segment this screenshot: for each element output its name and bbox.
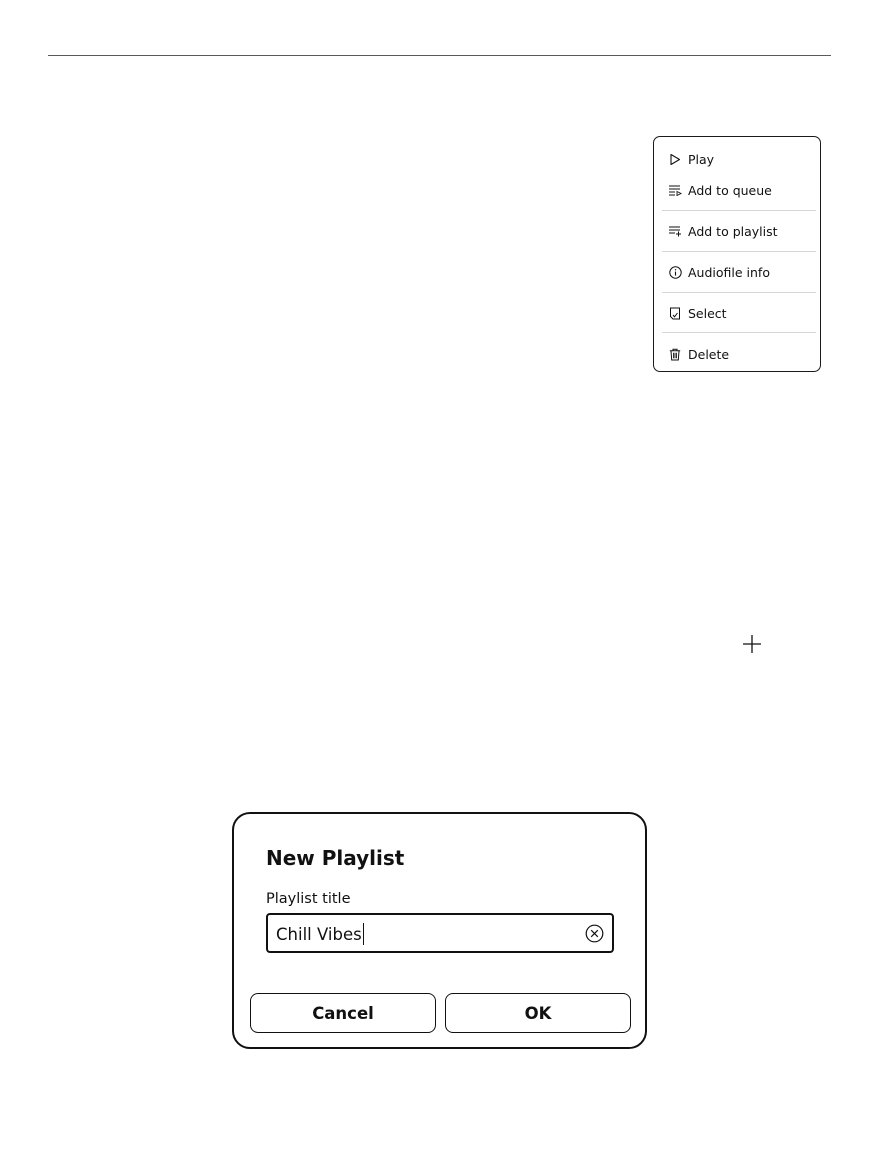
menu-item-label: Add to playlist xyxy=(688,223,778,239)
text-caret xyxy=(363,923,365,945)
menu-item-audiofile-info[interactable] xyxy=(662,259,816,285)
play-icon xyxy=(668,152,682,166)
menu-separator xyxy=(662,251,816,252)
top-divider xyxy=(48,55,831,56)
menu-item-label: Select xyxy=(688,305,727,321)
add-playlist-button[interactable] xyxy=(740,632,764,656)
queue-icon xyxy=(668,183,682,197)
menu-item-label: Delete xyxy=(688,346,730,362)
input-value: Chill Vibes xyxy=(276,925,362,944)
menu-item-label: Audiofile info xyxy=(688,264,770,280)
menu-item-select[interactable] xyxy=(662,300,816,326)
playlist-add-icon xyxy=(668,224,682,238)
cancel-button[interactable]: Cancel xyxy=(250,993,436,1033)
select-icon xyxy=(668,306,682,320)
menu-item-add-to-queue[interactable] xyxy=(662,177,816,203)
info-icon xyxy=(668,265,682,279)
plus-icon xyxy=(740,632,764,656)
playlist-title-label: Playlist title xyxy=(266,891,351,907)
menu-item-label: Add to queue xyxy=(688,182,772,198)
trash-icon xyxy=(668,347,682,361)
ok-button[interactable]: OK xyxy=(445,993,631,1033)
context-menu xyxy=(653,136,821,372)
new-playlist-dialog xyxy=(232,812,647,1049)
dialog-title: New Playlist xyxy=(266,846,405,870)
menu-item-play[interactable] xyxy=(662,146,816,172)
playlist-title-input[interactable] xyxy=(266,913,614,953)
menu-separator xyxy=(662,332,816,333)
menu-item-label: Play xyxy=(688,151,715,167)
menu-item-add-to-playlist[interactable] xyxy=(662,218,816,244)
menu-separator xyxy=(662,210,816,211)
clear-icon[interactable] xyxy=(585,924,604,943)
menu-item-delete[interactable] xyxy=(662,341,816,367)
menu-separator xyxy=(662,292,816,293)
input-value-wrapper xyxy=(276,923,364,945)
